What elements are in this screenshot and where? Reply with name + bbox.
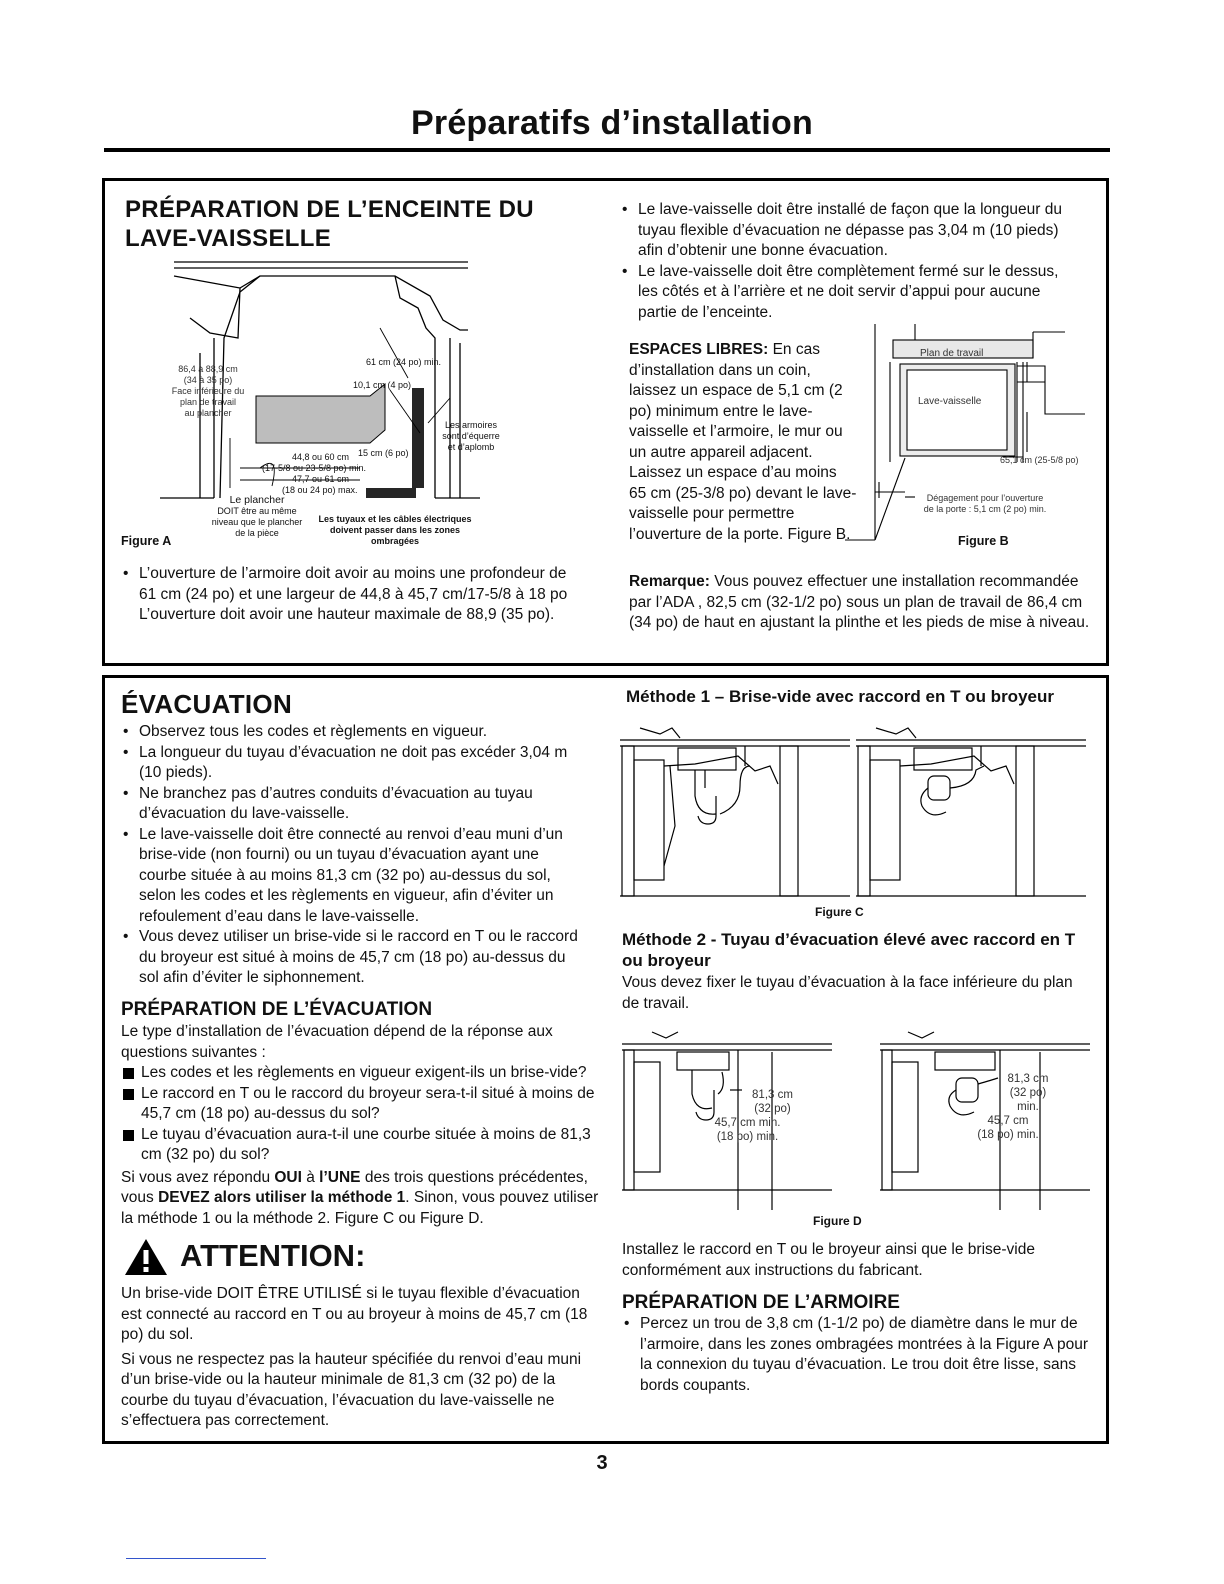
section-heading-evacuation: ÉVACUATION [121, 689, 293, 719]
figure-a-15cm-label: 15 cm (6 po) [358, 448, 409, 458]
attention-title: ATTENTION: [180, 1238, 366, 1273]
question-item: Les codes et les règlements en vigueur exigent-ils un brise-vide? [121, 1063, 601, 1084]
figure-a-height-label: 86,4 à 88,9 cm (34 à 35 po) Face inférieure du plan de travail au plancher [171, 364, 245, 418]
figure-c-left-diagram [620, 726, 850, 898]
conclusion-text: Si vous avez répondu OUI à l’UNE des trois questions précédentes, vous DEVEZ alors utiliser la méthode 1. Sinon, vous pouvez utiliser la méthode 1 ou la méthode 2. Figure C ou Figure D. [121, 1168, 599, 1227]
figure-a-depth-label: 61 cm (24 po) min. [366, 357, 442, 367]
shaded-zone-b [412, 388, 424, 488]
figure-d-left-labels: 81,3 cm (32 po) 45,7 cm min. (18 po) min. [714, 1089, 793, 1143]
figure-a-floor-label: Le plancher DOIT être au même niveau que le plancher de la pièce [211, 494, 303, 538]
list-item: • Le lave-vaisselle doit être complètement fermé sur le dessus, les côtés et à l’arrière et ne doit servir d’appui pour aucune partie de l’enceinte. [620, 262, 1082, 324]
page-number: 3 [596, 1452, 608, 1474]
figure-b-65cm-label: 65,1 cm (25-5/8 po) [1000, 455, 1079, 465]
method2-text: Vous devez fixer le tuyau d’évacuation à la face inférieure du plan de travail. [622, 974, 1073, 1012]
evacuation-bullets [121, 722, 581, 989]
method1-title: Méthode 1 – Brise-vide avec raccord en T ou broyeur [626, 687, 1054, 706]
figure-c-right-diagram [856, 726, 1086, 898]
figure-d-right-labels: 81,3 cm (32 po) min. 45,7 cm (18 po) min. [977, 1073, 1049, 1141]
figure-b-dishwasher-label: Lave-vaisselle [918, 396, 982, 407]
espaces-libres-text: ESPACES LIBRES: En cas d’installation dans un coin, laissez un espace de 5,1 cm (2 po) minimum entre le lave-vaisselle et l’armoire, le mur ou un autre appareil adjacent. Laissez un espace d’au moins 65 cm (25-3/8 po) devant le lave-vaisselle pour permettre l’ouverture de la porte. Figure B. [629, 341, 857, 543]
list-item: • Vous devez utiliser un brise-vide si le raccord en T ou le raccord du broyeur est situé à moins de 45,7 cm (18 po) au-dessus du sol afin d’éviter le siphonnement. [121, 927, 581, 989]
prep-evacuation-body: Le type d’installation de l’évacuation dépend de la réponse aux questions suivantes : Les codes et les règlements en vigueur exigent-ils un brise-vide? Le raccord en T ou le raccord du broyeur sera-t-il situé à moins de 45,7 cm (18 po) au-dessus du sol? Le tuyau d’évacuation aura-t-il une courbe située à moins de 81,3 cm (32 po) du sol? Si vous avez répondu OUI à l’UNE des trois questions précédentes, vous DEVEZ alors utiliser la méthode 1. Sinon, vous pouvez utiliser la méthode 1 ou la méthode 2. Figure C ou Figure D. [121, 1022, 601, 1229]
figure-a-width-label: 44,8 ou 60 cm (17-5/8 ou 23-5/8 po) min. 47,7 ou 61 cm (18 ou 24 po) max. [262, 452, 367, 495]
list-item: • Le lave-vaisselle doit être connecté au renvoi d’eau muni d’un brise-vide (non fourni) ou un tuyau d’évacuation ayant une courbe située à au moins 81,3 cm (32 po) au-dessus du sol, selon les codes et les règlements en vigueur, afin d’éviter un refoulement d’eau dans le lave-vaisselle. [121, 825, 581, 928]
prep-evacuation-heading: PRÉPARATION DE L’ÉVACUATION [121, 999, 433, 1020]
prep-armoire-heading: PRÉPARATION DE L’ARMOIRE [622, 1292, 900, 1313]
figure-a-caption: Figure A [121, 534, 172, 548]
warning-triangle-icon [124, 1238, 168, 1276]
figure-b-counter-label: Plan de travail [920, 348, 984, 359]
figure-b-door-label: Dégagement pour l’ouverture de la porte : 5,1 cm (2 po) min. [923, 493, 1047, 514]
list-item: • Le lave-vaisselle doit être installé de façon que la longueur du tuyau flexible d’évacuation ne dépasse pas 3,04 m (10 pieds) afin d’obtenir une bonne évacuation. [620, 200, 1082, 262]
attention-body: Un brise-vide DOIT ÊTRE UTILISÉ si le tuyau flexible d’évacuation est connecté au raccord en T ou au broyeur à moins de 45,7 cm (18 po) du sol. Si vous ne respectez pas la hauteur spécifiée du renvoi d’eau muni d’un brise-vide ou la hauteur minimale de 81,3 cm (32 po) de la courbe du tuyau d’évacuation, l’évacuation du lave-vaisselle ne s’effectuera pas correctement. [121, 1285, 588, 1429]
shaded-zone-a [256, 384, 385, 443]
remarque-text: Remarque: Vous pouvez effectuer une installation recommandée par l’ADA , 82,5 cm (32-1/2 po) sous un plan de travail de 86,4 cm (34 po) de haut en ajustant la plinthe et les pieds de mise à niveau. [629, 573, 1090, 631]
opening-requirement: • L’ouverture de l’armoire doit avoir au moins une profondeur de 61 cm (24 po) et une largeur de 44,8 à 45,7 cm/17-5/8 à 18 po L’ouverture doit avoir une hauteur maximale de 88,9 (35 po). [121, 564, 591, 626]
enceinte-right-bullets [620, 200, 1082, 323]
method2-title: Méthode 2 - Tuyau d’évacuation élevé avec raccord en T ou broyeur [622, 930, 1076, 970]
title-rule [104, 148, 1110, 152]
section-heading-enceinte: PRÉPARATION DE L’ENCEINTE DU LAVE-VAISSELLE [125, 196, 534, 252]
list-item: • Percez un trou de 3,8 cm (1-1/2 po) de diamètre dans le mur de l’armoire, dans les zones ombragées montrées à la Figure A pour la connexion du tuyau d’évacuation. Le trou doit être lisse, sans bords coupants. [622, 1314, 1092, 1396]
list-item: • Observez tous les codes et règlements en vigueur. [121, 722, 581, 743]
figure-a-pipes-label: Les tuyaux et les câbles électriques doivent passer dans les zones ombragées [318, 514, 472, 546]
figure-c-caption: Figure C [815, 905, 864, 919]
figure-a-cabinet-label: Les armoires sont d’équerre et d’aplomb [442, 420, 500, 452]
footer-link-rule [126, 1558, 266, 1559]
question-item: Le raccord en T ou le raccord du broyeur sera-t-il situé à moins de 45,7 cm (18 po) au-dessus du sol? [121, 1084, 601, 1125]
install-text: Installez le raccord en T ou le broyeur ainsi que le brise-vide conformément aux instructions du fabricant. [622, 1241, 1035, 1279]
figure-d-caption: Figure D [813, 1214, 862, 1228]
prep-armoire-body [622, 1314, 1092, 1396]
list-item: • Ne branchez pas d’autres conduits d’évacuation au tuyau d’évacuation du lave-vaisselle. [121, 784, 581, 825]
figure-a-10cm-label: 10,1 cm (4 po) [353, 380, 412, 390]
question-item: Le tuyau d’évacuation aura-t-il une courbe située à moins de 81,3 cm (32 po) du sol? [121, 1125, 601, 1166]
page-title: Préparatifs d’installation [411, 104, 813, 142]
list-item: • La longueur du tuyau d’évacuation ne doit pas excéder 3,04 m (10 pieds). [121, 743, 581, 784]
figure-b-caption: Figure B [958, 534, 1009, 548]
